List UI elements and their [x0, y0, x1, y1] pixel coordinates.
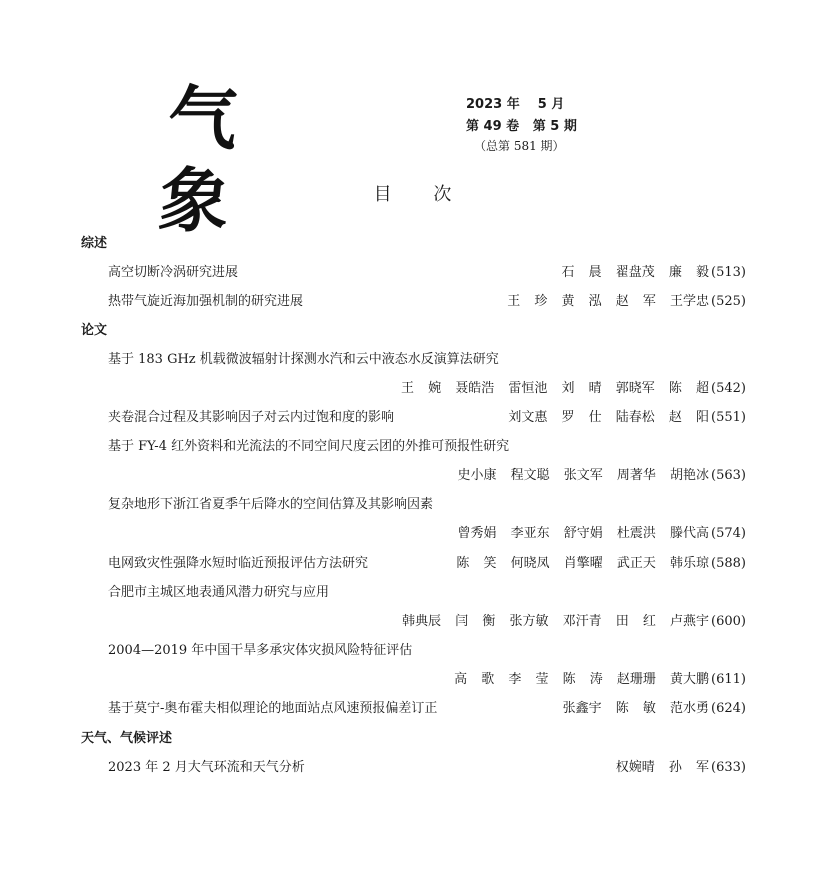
leader-dots [418, 641, 700, 661]
article-authors: 高 歌 李 莹 陈 涛 赵珊珊 黄大鹏 [454, 672, 710, 687]
issue-info [466, 93, 577, 157]
leader-dots [443, 699, 556, 719]
leader-dots [515, 437, 700, 457]
toc-entry-line1[interactable] [108, 641, 706, 661]
toc-entry-line1[interactable] [108, 495, 706, 515]
article-title: 基于 183 GHz 机载微波辐射计探测水汽和云中液态水反演算法研究 [108, 352, 499, 367]
article-authors: 张鑫宇 陈 敏 范水勇 [562, 701, 710, 716]
toc-entry-line2[interactable] [148, 670, 746, 690]
toc-entry[interactable] [108, 408, 746, 428]
article-authors: 史小康 程文聪 张文军 周著华 胡艳冰 [457, 468, 710, 483]
toc-entry-line2[interactable] [148, 379, 746, 399]
article-page: (574) [711, 526, 746, 541]
article-title: 电网致灾性强降水短时临近预报评估方法研究 [108, 556, 369, 571]
article-page: (600) [711, 614, 746, 629]
leader-dots [148, 466, 452, 486]
journal-logo: 气象 [155, 77, 257, 242]
article-page: (611) [711, 672, 746, 687]
article-title: 热带气旋近海加强机制的研究进展 [108, 294, 304, 309]
toc-entry[interactable] [108, 554, 746, 574]
article-title: 复杂地形下浙江省夏季午后降水的空间估算及其影响因素 [108, 497, 434, 512]
leader-dots [148, 379, 395, 399]
article-title: 2023 年 2 月大气环流和天气分析 [108, 760, 305, 775]
leader-dots [400, 408, 502, 428]
article-page: (513) [711, 265, 746, 280]
toc-entry[interactable] [108, 699, 746, 719]
article-authors: 王 珍 黄 泓 赵 军 王学忠 [507, 294, 710, 309]
article-page: (633) [711, 760, 746, 775]
article-title: 高空切断冷涡研究进展 [108, 265, 239, 280]
leader-dots [309, 292, 501, 312]
article-title: 2004—2019 年中国干旱多承灾体灾损风险特征评估 [108, 643, 413, 658]
section-heading-review: 综述 [81, 236, 108, 251]
article-authors: 刘文惠 罗 仕 陆春松 赵 阳 [508, 410, 710, 425]
leader-dots [148, 524, 452, 544]
leader-dots [311, 758, 610, 778]
toc-entry[interactable] [108, 758, 746, 778]
article-page: (588) [711, 556, 746, 571]
issue-volume-number: 第 49 卷 第 5 期 [466, 119, 577, 134]
toc-entry-line2[interactable] [148, 524, 746, 544]
article-authors: 权婉晴 孙 军 [615, 760, 710, 775]
article-authors: 陈 笑 何晓凤 肖擎曜 武正天 韩乐琼 [456, 556, 710, 571]
article-page: (542) [711, 381, 746, 396]
toc-entry[interactable] [108, 292, 746, 312]
article-page: (525) [711, 294, 746, 309]
leader-dots [335, 583, 700, 603]
toc-entry-line1[interactable] [108, 583, 706, 603]
article-authors: 韩典辰 闫 衡 张方敏 邓汗青 田 红 卢燕宇 [402, 614, 710, 629]
article-authors: 王 婉 聂皓浩 雷恒池 刘 晴 郭晓军 陈 超 [400, 381, 710, 396]
toc-entry-line2[interactable] [148, 612, 746, 632]
toc-entry-line1[interactable] [108, 437, 706, 457]
article-authors: 石 晨 翟盘茂 廉 毅 [561, 265, 710, 280]
article-title: 合肥市主城区地表通风潜力研究与应用 [108, 585, 330, 600]
issue-total-number: （总第 581 期） [474, 139, 565, 153]
article-title: 基于 FY-4 红外资料和光流法的不同空间尺度云团的外推可预报性研究 [108, 439, 510, 454]
toc-entry-line2[interactable] [148, 466, 746, 486]
article-page: (624) [711, 701, 746, 716]
article-title: 夹卷混合过程及其影响因子对云内过饱和度的影响 [108, 410, 395, 425]
toc-title: 目 次 [373, 184, 470, 205]
article-authors: 曾秀娟 李亚东 舒守娟 杜震洪 滕代高 [457, 526, 710, 541]
leader-dots [439, 495, 700, 515]
leader-dots [244, 263, 555, 283]
toc-entry[interactable] [108, 263, 746, 283]
leader-dots [505, 350, 700, 370]
leader-dots [148, 670, 448, 690]
issue-year-month: 2023 年 5 月 [466, 97, 565, 112]
section-heading-papers: 论文 [81, 323, 108, 338]
leader-dots [148, 612, 396, 632]
article-page: (551) [711, 410, 746, 425]
leader-dots [374, 554, 450, 574]
article-title: 基于莫宁-奥布霍夫相似理论的地面站点风速预报偏差订正 [108, 701, 438, 716]
toc-entry-line1[interactable] [108, 350, 706, 370]
article-page: (563) [711, 468, 746, 483]
section-heading-weather-climate: 天气、气候评述 [81, 731, 173, 746]
